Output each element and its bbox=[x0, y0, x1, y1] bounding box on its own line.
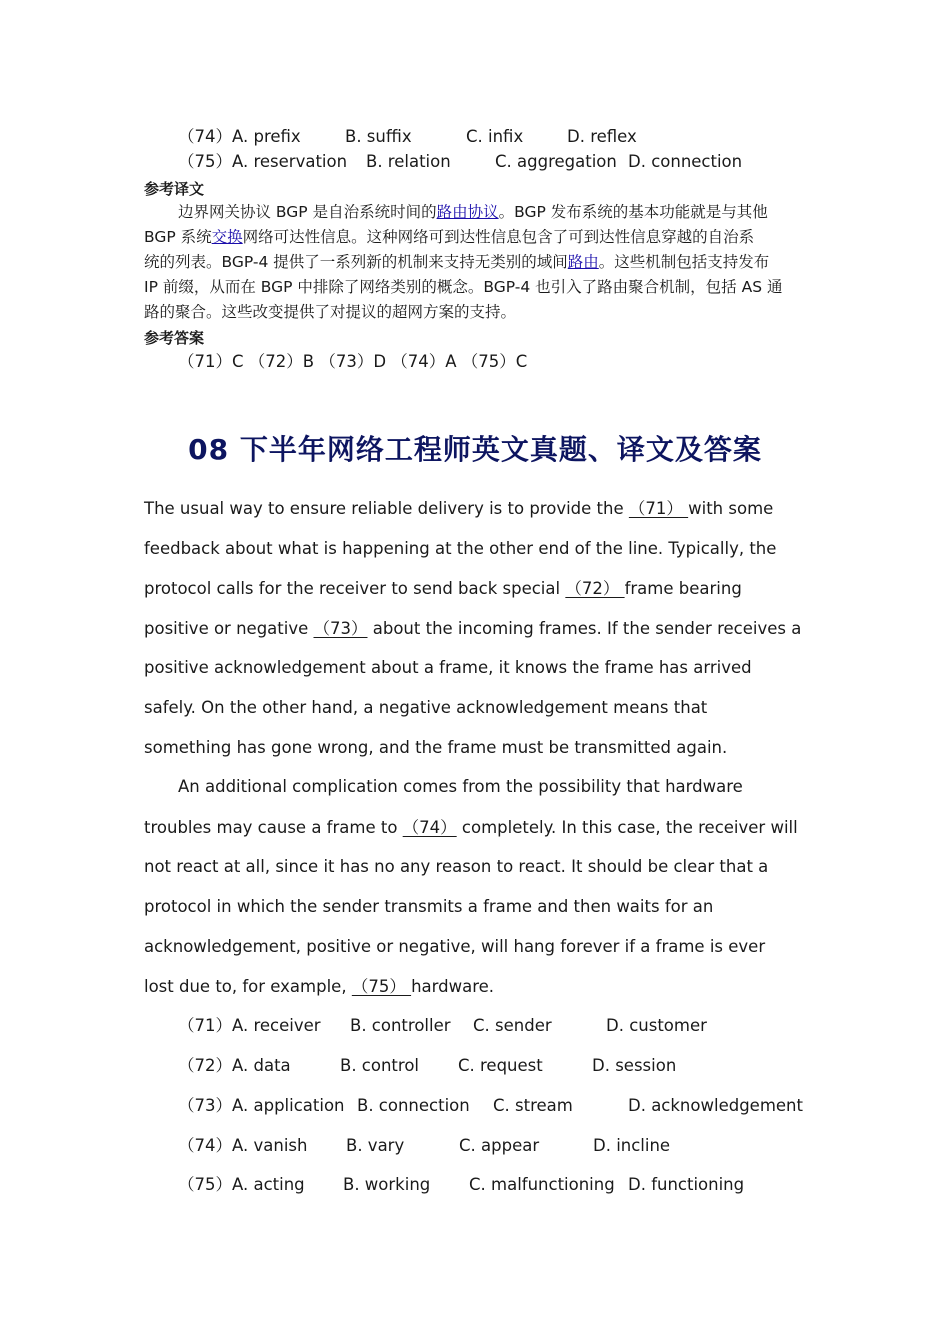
option-b: B. suffix bbox=[345, 127, 412, 146]
option-number: （72） bbox=[178, 1056, 232, 1075]
blank-72: （72） bbox=[565, 579, 625, 598]
option-b: B. connection bbox=[357, 1096, 470, 1115]
page-title: 08 下半年网络工程师英文真题、译文及答案 bbox=[188, 433, 762, 466]
text: with some bbox=[688, 499, 774, 518]
passage-line-13 bbox=[144, 977, 494, 997]
translation-line-5: 路的聚合。这些改变提供了对提议的超网方案的支持。 bbox=[144, 303, 517, 321]
text: completely. In this case, the receiver will bbox=[456, 818, 798, 837]
option-c: C. aggregation bbox=[495, 152, 617, 171]
text: frame bearing bbox=[624, 579, 742, 598]
passage-line-6: safely. On the other hand, a negative acknowledgement means that bbox=[144, 698, 708, 717]
text: 。BGP 发布系统的基本功能就是与其他 bbox=[498, 203, 768, 221]
passage-line-7: something has gone wrong, and the frame must be transmitted again. bbox=[144, 738, 728, 757]
option-b: B. vary bbox=[346, 1136, 405, 1155]
text: BGP 系统 bbox=[144, 228, 212, 246]
blank-73: （73） bbox=[313, 619, 368, 638]
option-a: A. prefix bbox=[232, 127, 301, 146]
option-a: A. vanish bbox=[232, 1136, 308, 1155]
option-d: D. connection bbox=[628, 152, 743, 171]
option-d: D. acknowledgement bbox=[628, 1096, 803, 1115]
option-c: C. sender bbox=[473, 1016, 552, 1035]
option-a: A. application bbox=[232, 1096, 345, 1115]
option-c: C. stream bbox=[493, 1096, 573, 1115]
link-routing-protocol[interactable]: 路由协议 bbox=[436, 203, 499, 221]
option-d: D. customer bbox=[606, 1016, 707, 1035]
option-a: A. reservation bbox=[232, 152, 348, 171]
option-number: （73） bbox=[178, 1096, 232, 1115]
passage-line-8: An additional complication comes from the possibility that hardware bbox=[178, 777, 743, 796]
text: positive or negative bbox=[144, 619, 314, 638]
blank-75: （75） bbox=[351, 977, 412, 996]
text: troubles may cause a frame to bbox=[144, 818, 403, 837]
text: 。这些机制包括支持发布 bbox=[598, 253, 770, 271]
passage-line-2: feedback about what is happening at the other end of the line. Typically, the bbox=[144, 539, 777, 558]
translation-heading: 参考译文 bbox=[144, 180, 205, 198]
option-c: C. infix bbox=[466, 127, 524, 146]
text: The usual way to ensure reliable delivery is to provide the bbox=[144, 499, 629, 518]
option-c: C. malfunctioning bbox=[469, 1175, 615, 1194]
passage-line-10: not react at all, since it has no any reason to react. It should be clear that a bbox=[144, 857, 769, 876]
link-routing[interactable]: 路由 bbox=[567, 253, 599, 271]
option-b: B. controller bbox=[350, 1016, 451, 1035]
text: 边界网关协议 BGP 是自治系统时间的 bbox=[178, 203, 437, 221]
passage-line-12: acknowledgement, positive or negative, will hang forever if a frame is ever bbox=[144, 937, 766, 956]
passage-line-1 bbox=[144, 499, 773, 519]
passage-line-11: protocol in which the sender transmits a frame and then waits for an bbox=[144, 897, 714, 916]
option-c: C. request bbox=[458, 1056, 543, 1075]
text: protocol calls for the receiver to send back special bbox=[144, 579, 566, 598]
option-c: C. appear bbox=[459, 1136, 540, 1155]
translation-line-4: IP 前缀，从而在 BGP 中排除了网络类别的概念。BGP-4 也引入了路由聚合机制，包括 AS 通 bbox=[144, 278, 783, 296]
option-d: D. functioning bbox=[628, 1175, 745, 1194]
translation-line-1 bbox=[178, 202, 768, 222]
option-d: D. incline bbox=[593, 1136, 671, 1155]
text: 统的列表。BGP-4 提供了一系列新的机制来支持无类别的域间 bbox=[144, 253, 568, 271]
option-d: D. session bbox=[592, 1056, 677, 1075]
text: 网络可达性信息。这种网络可到达性信息包含了可到达性信息穿越的自治系 bbox=[242, 228, 755, 246]
option-number: （74） bbox=[178, 1136, 232, 1155]
option-b: B. control bbox=[340, 1056, 420, 1075]
option-number: （75） bbox=[178, 152, 232, 171]
option-number: （74） bbox=[178, 127, 232, 146]
option-b: B. working bbox=[343, 1175, 431, 1194]
blank-71: （71） bbox=[628, 499, 689, 518]
option-a: A. receiver bbox=[232, 1016, 321, 1035]
translation-line-2 bbox=[144, 227, 754, 247]
text: hardware. bbox=[411, 977, 495, 996]
option-a: A. acting bbox=[232, 1175, 305, 1194]
option-number: （71） bbox=[178, 1016, 232, 1035]
option-number: （75） bbox=[178, 1175, 232, 1194]
answer-heading: 参考答案 bbox=[144, 329, 205, 347]
option-d: D. reflex bbox=[567, 127, 637, 146]
text: lost due to, for example, bbox=[144, 977, 352, 996]
text: about the incoming frames. If the sender receives a bbox=[367, 619, 802, 638]
passage-line-9 bbox=[144, 818, 798, 838]
translation-line-3 bbox=[144, 252, 769, 272]
answer-text: （71）C （72）B （73）D （74）A （75）C bbox=[178, 352, 528, 371]
link-exchange[interactable]: 交换 bbox=[211, 228, 243, 246]
passage-line-3 bbox=[144, 579, 742, 599]
option-b: B. relation bbox=[366, 152, 451, 171]
passage-line-5: positive acknowledgement about a frame, it knows the frame has arrived bbox=[144, 658, 752, 677]
option-a: A. data bbox=[232, 1056, 291, 1075]
blank-74: （74） bbox=[402, 818, 457, 837]
passage-line-4 bbox=[144, 619, 801, 639]
